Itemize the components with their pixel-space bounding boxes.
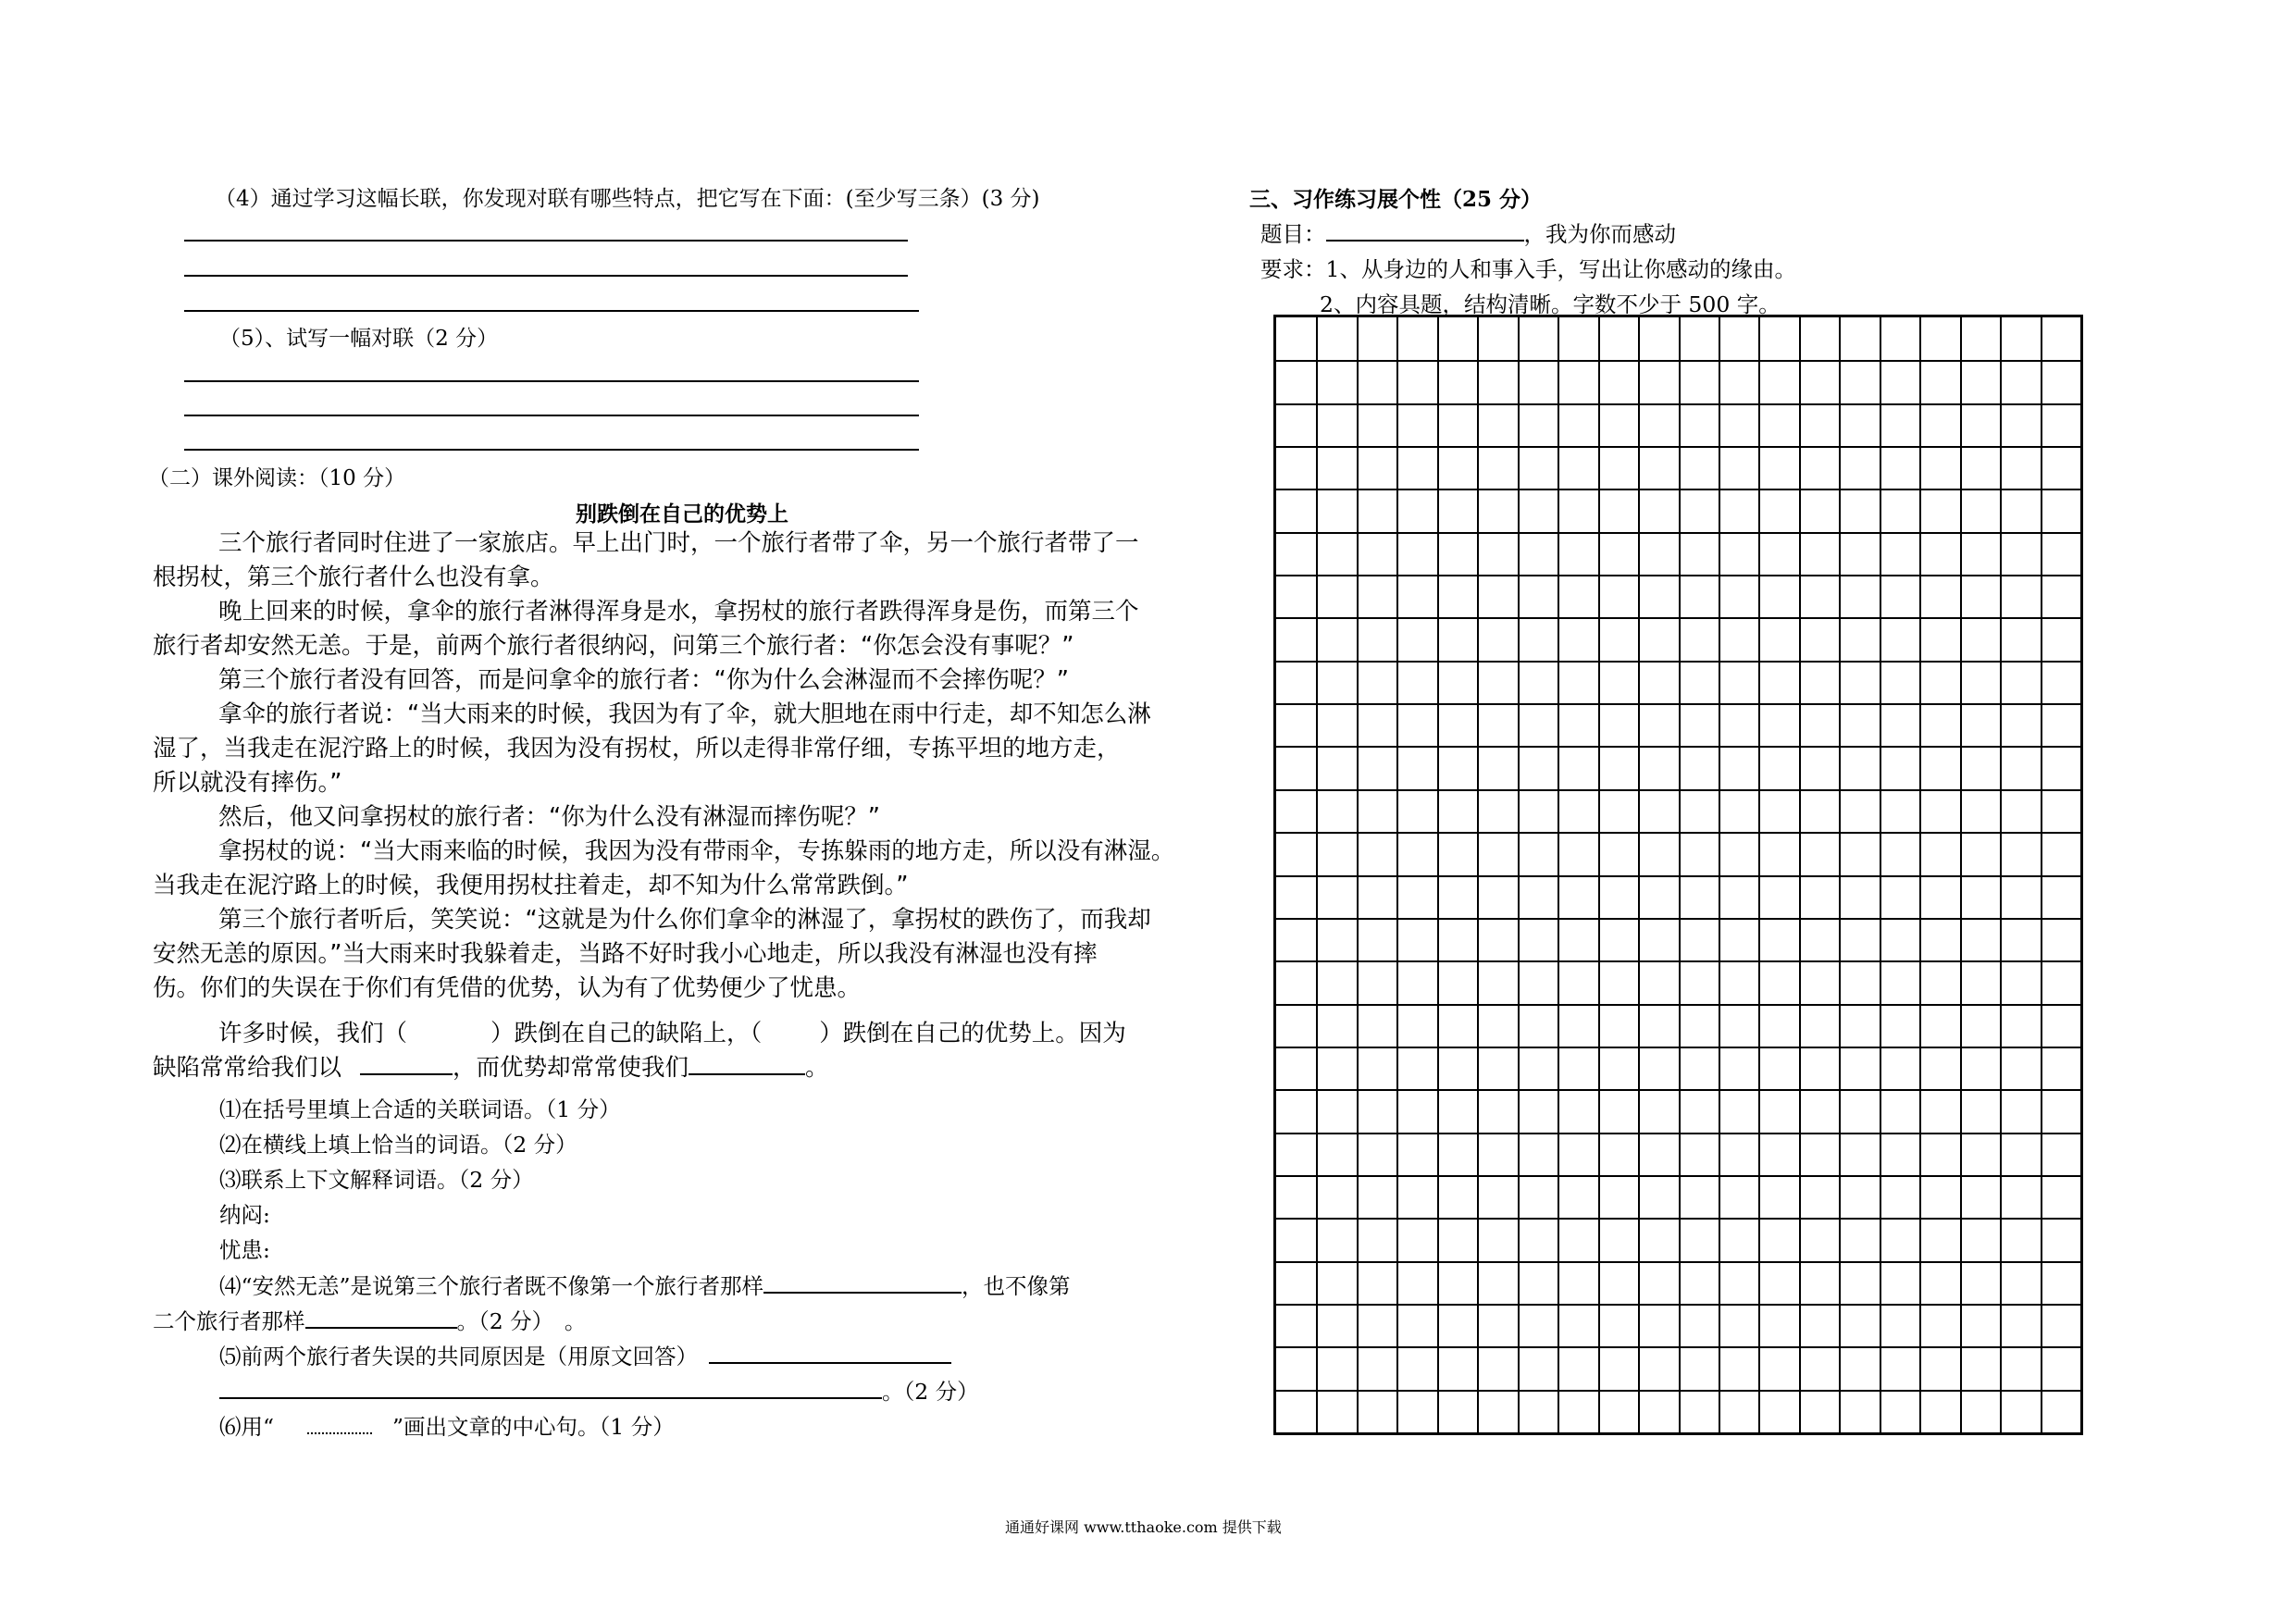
article-line: 湿了，当我走在泥泞路上的时候，我因为没有拐杖，所以走得非常仔细，专拣平坦的地方走， <box>153 735 1121 762</box>
question-4: （4）通过学习这幅长联，你发现对联有哪些特点，把它写在下面：(至少写三条）(3 分) <box>215 187 1040 211</box>
topic-blank[interactable] <box>1326 240 1524 242</box>
answer-blank[interactable] <box>305 1327 457 1329</box>
article-title: 别跌倒在自己的优势上 <box>576 502 788 527</box>
article-line: 晚上回来的时候，拿伞的旅行者淋得浑身是水，拿拐杖的旅行者跌得浑身是伤，而第三个 <box>218 598 1139 626</box>
answer-line[interactable] <box>184 415 919 416</box>
fill-text: 缺陷常常给我们以 <box>153 1054 342 1082</box>
grid-row-line <box>1276 661 2080 663</box>
article-line: 第三个旅行者听后，笑笑说：“这就是为什么你们拿伞的淋湿了，拿拐杖的跌伤了，而我却 <box>218 906 1151 934</box>
grid-row-line <box>1276 575 2080 576</box>
grid-row-line <box>1276 1133 2080 1134</box>
answer-blank[interactable] <box>219 1397 882 1399</box>
grid-row-line <box>1276 960 2080 962</box>
grid-row-line <box>1276 1089 2080 1091</box>
grid-row-line <box>1276 1218 2080 1220</box>
grid-row-line <box>1276 1346 2080 1348</box>
fill-in-line-2 <box>153 1049 829 1083</box>
sub5-text: 。（2 分） <box>882 1379 979 1405</box>
article-line: 安然无恙的原因。”当大雨来时我躲着走，当路不好时我小心地走，所以我没有淋湿也没有摔 <box>153 940 1098 968</box>
sub4-text: ⑷“安然无恙”是说第三个旅行者既不像第一个旅行者那样 <box>219 1273 764 1299</box>
sub-question-3: ⑶联系上下文解释词语。（2 分） <box>219 1167 534 1193</box>
requirement-1: 要求：1、从身边的人和事入手，写出让你感动的缘由。 <box>1260 256 1796 282</box>
grid-row-line <box>1276 360 2080 362</box>
question-5: （5）、试写一幅对联（2 分） <box>219 327 499 351</box>
grid-row-line <box>1276 489 2080 490</box>
word-nanmen: 纳闷: <box>219 1202 270 1228</box>
fill-text: ）跌倒在自己的缺陷上，（ <box>490 1020 763 1047</box>
sub-question-6 <box>219 1409 675 1441</box>
topic-suffix: ，我为你而感动 <box>1523 221 1676 247</box>
answer-line[interactable] <box>184 310 919 312</box>
fill-text: ，而优势却常常使我们 <box>453 1054 689 1082</box>
sub4-text: 二个旅行者那样 <box>153 1308 305 1334</box>
article-line: 然后，他又问拿拐杖的旅行者：“你为什么没有淋湿而摔伤呢？” <box>218 803 880 831</box>
answer-line[interactable] <box>184 380 919 382</box>
sub-question-2: ⑵在横线上填上恰当的词语。（2 分） <box>219 1132 577 1158</box>
section-2-heading: （二）课外阅读：（10 分） <box>148 466 406 490</box>
wavy-underline-sample <box>307 1432 372 1434</box>
word-blank[interactable] <box>689 1073 805 1075</box>
grid-row-line <box>1276 918 2080 920</box>
grid-row-line <box>1276 617 2080 619</box>
sub5-text: ⑸前两个旅行者失误的共同原因是（用原文回答） <box>219 1344 698 1369</box>
article-line: 旅行者却安然无恙。于是，前两个旅行者很纳闷，问第三个旅行者：“你怎会没有事呢？” <box>153 632 1074 660</box>
grid-row-line <box>1276 746 2080 748</box>
footer-credit: 通通好课网 www.tthaoke.com 提供下载 <box>1005 1518 1282 1536</box>
grid-row-line <box>1276 1261 2080 1263</box>
grid-row-line <box>1276 1047 2080 1048</box>
topic-label: 题目： <box>1260 221 1326 247</box>
topic-line <box>1260 217 1676 248</box>
grid-row-line <box>1276 1175 2080 1177</box>
grid-row-line <box>1276 1304 2080 1306</box>
fill-text: 许多时候，我们（ <box>218 1020 408 1047</box>
sub4-text: 。（2 分） 。 <box>456 1308 587 1334</box>
sub6-text: ⑹用“ <box>219 1414 275 1440</box>
article-line: 第三个旅行者没有回答，而是问拿伞的旅行者：“你为什么会淋湿而不会摔伤呢？” <box>218 666 1069 694</box>
grid-row-line <box>1276 875 2080 877</box>
article-line: 拿伞的旅行者说：“当大雨来的时候，我因为有了伞，就大胆地在雨中行走，却不知怎么淋 <box>218 700 1151 728</box>
writing-grid[interactable] <box>1273 315 2083 1435</box>
requirement-2: 2、内容具题，结构清晰。字数不少于 500 字。 <box>1320 291 1781 317</box>
sub6-text: ”画出文章的中心句。（1 分） <box>392 1414 675 1440</box>
section-3-heading: 三、习作练习展个性（25 分） <box>1249 187 1543 212</box>
grid-row-line <box>1276 532 2080 534</box>
sub-question-4-cont <box>153 1304 586 1335</box>
word-youhuan: 忧患: <box>219 1237 270 1263</box>
answer-blank[interactable] <box>709 1362 951 1364</box>
sub-question-5 <box>219 1339 951 1370</box>
sub-question-1: ⑴在括号里填上合适的关联词语。（1 分） <box>219 1096 621 1122</box>
article-line: 根拐杖，第三个旅行者什么也没有拿。 <box>153 564 554 591</box>
sub4-text: ，也不像第 <box>962 1273 1071 1299</box>
article-line: 拿拐杖的说：“当大雨来临的时候，我因为没有带雨伞，专拣躲雨的地方走，所以没有淋湿。 <box>218 837 1175 865</box>
sub-question-4 <box>219 1269 1071 1300</box>
sub-question-5-cont <box>219 1374 979 1406</box>
grid-row-line <box>1276 832 2080 834</box>
answer-line[interactable] <box>184 275 908 277</box>
article-line: 伤。你们的失误在于你们有凭借的优势，认为有了优势便少了忧患。 <box>153 974 862 1002</box>
word-blank[interactable] <box>360 1073 453 1075</box>
article-line: 当我走在泥泞路上的时候，我便用拐杖拄着走，却不知为什么常常跌倒。” <box>153 872 909 899</box>
grid-row-line <box>1276 1004 2080 1006</box>
answer-line[interactable] <box>184 240 908 242</box>
fill-text: ）跌倒在自己的优势上。因为 <box>819 1020 1126 1047</box>
answer-blank[interactable] <box>763 1292 962 1294</box>
grid-row-line <box>1276 703 2080 705</box>
grid-row-line <box>1276 446 2080 448</box>
grid-row-line <box>1276 789 2080 791</box>
article-line: 所以就没有摔伤。” <box>153 769 342 797</box>
grid-row-line <box>1276 403 2080 405</box>
fill-in-line-1 <box>218 1015 1126 1048</box>
fill-text: 。 <box>805 1054 829 1082</box>
answer-line[interactable] <box>184 449 919 451</box>
article-line: 三个旅行者同时住进了一家旅店。早上出门时，一个旅行者带了伞，另一个旅行者带了一 <box>218 529 1139 557</box>
grid-row-line <box>1276 1390 2080 1392</box>
